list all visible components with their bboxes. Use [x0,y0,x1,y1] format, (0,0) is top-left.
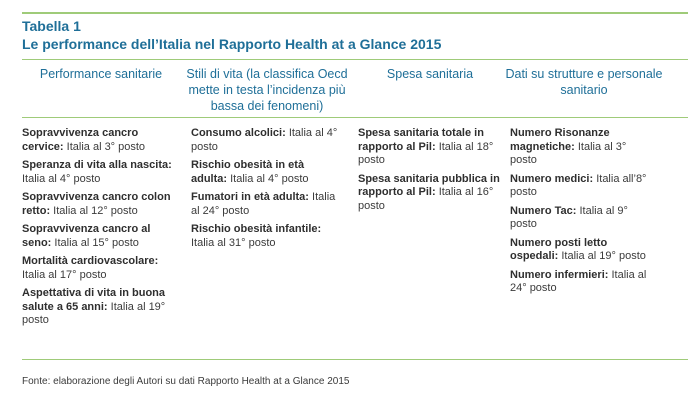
column-performance [22,127,182,333]
top-rule [22,12,688,14]
header-bottom-rule [22,117,688,118]
table-cell: Aspettativa di vita in buona salute a 65 anni: Italia al 19° posto [22,287,166,326]
column-stili-di-vita [191,127,341,255]
table-cell: Numero Tac: Italia al 9° posto [510,204,628,230]
table-cell: Numero infermieri: Italia al 24° posto [510,268,647,294]
column-spesa [358,127,500,218]
table-cell: Sopravvivenza cancro cervice: Italia al 3° posto [22,127,146,153]
table-number: Tabella 1 [22,18,81,34]
header-top-rule [22,59,688,60]
table-cell: Spesa sanitaria pubblica in rapporto al Pil: Italia al 16° posto [358,172,500,212]
table-cell: Speranza di vita alla nascita: Italia al 4° posto [22,159,172,185]
table-cell: Rischio obesità infantile: Italia al 31° posto [191,223,322,249]
table-cell: Numero posti letto ospedali: Italia al 19° posto [510,236,646,262]
table-cell: Rischio obesità in età adulta: Italia al 4° posto [191,159,309,185]
table-cell: Fumatori in età adulta: Italia al 24° posto [191,191,336,217]
column-header-strutture: Dati su strutture e personale sanitario [505,67,663,97]
column-header-stili-di-vita: Stili di vita (la classifica Oecd mette in testa l’incidenza più bassa dei fenomeni) [186,67,348,113]
table-cell: Consumo alcolici: Italia al 4° posto [191,127,338,153]
column-header-performance: Performance sanitarie [39,67,163,81]
table-bottom-rule [22,359,688,360]
table-cell: Sopravvivenza cancro colon retto: Italia al 12° posto [22,191,171,217]
table-heading: Le performance dell’Italia nel Rapporto Health at a Glance 2015 [22,36,442,52]
table-cell: Sopravvivenza cancro al seno: Italia al 15° posto [22,223,151,249]
table-cell: Mortalità cardiovascolare: Italia al 17° posto [22,255,159,281]
table-cell: Numero medici: Italia all’8° posto [510,172,647,198]
table-title [22,17,441,53]
table-cell: Spesa sanitaria totale in rapporto al Pil: Italia al 18° posto [358,127,494,166]
table-cell: Numero Risonanze magnetiche: Italia al 3° posto [510,127,627,166]
source-note: Fonte: elaborazione degli Autori su dati Rapporto Health at a Glance 2015 [22,376,350,387]
column-header-spesa: Spesa sanitaria [386,67,474,81]
column-strutture [510,127,648,301]
